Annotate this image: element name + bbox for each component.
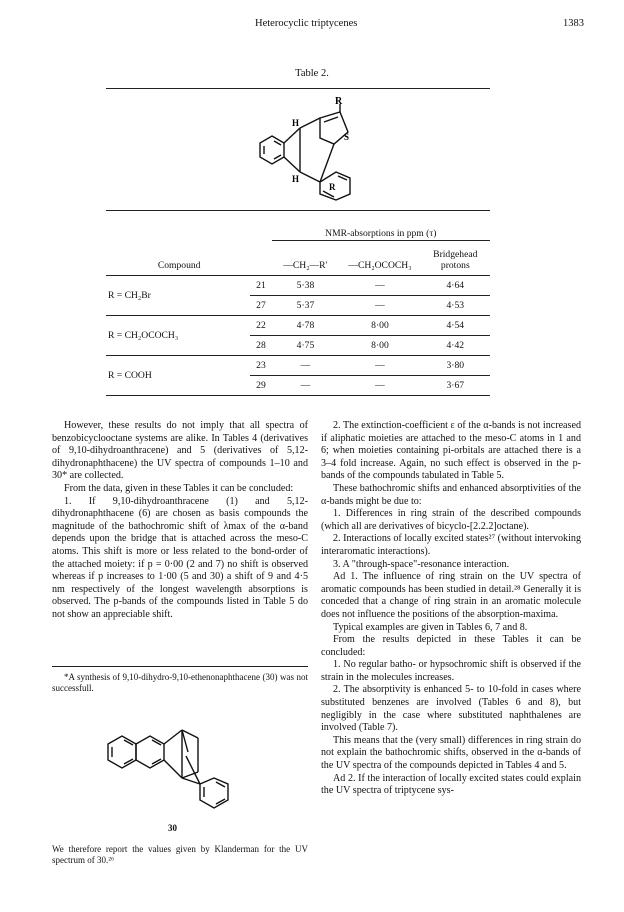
paragraph: 2. The absorptivity is enhanced 5- to 10-fold in cases where substituted benzenes are involved (Tables 6 and 8), but negligibly in the case where substituted naphthalenes are involved (Table 7). [321, 684, 581, 734]
cell-ch2oco: 8·00 [339, 336, 420, 356]
cell-bridgehead: 3·80 [421, 356, 490, 376]
col-ch2ococh3: —CH₂OCOCH₃ [339, 241, 420, 276]
cell-ch2r: 4·78 [272, 316, 340, 336]
running-title: Heterocyclic triptycenes [255, 18, 358, 29]
nmr-group-header: NMR-absorptions in ppm (τ) [272, 226, 490, 241]
label-h-top: H [292, 118, 300, 128]
cell-ch2oco: — [339, 296, 420, 316]
paragraph: From the results depicted in these Tables it can be concluded: [321, 634, 581, 658]
label-r-ring: R [329, 182, 336, 192]
group-label: R = CH₂OCOCH₃ [106, 316, 250, 356]
cell-bridgehead: 4·53 [421, 296, 490, 316]
right-column [321, 420, 581, 798]
paragraph: 2. Interactions of locally excited states²⁷ (without intervoking interaromatic interactions). [321, 533, 581, 557]
col-ch2r: —CH₂—R′ [272, 241, 340, 276]
compound-number: 28 [250, 336, 271, 356]
cell-bridgehead: 3·67 [421, 376, 490, 396]
cell-ch2oco: — [339, 276, 420, 296]
paragraph: This means that the (very small) differences in ring strain do not explain the bathochromic shifts, observed in the α-bands of the UV spectra of the compounds depicted in Tables 4 and 5. [321, 734, 581, 772]
label-h-bottom: H [292, 174, 300, 184]
footnote-text: *A synthesis of 9,10-dihydro-9,10-ethenonaphthacene (30) was not successfull. [52, 672, 308, 693]
paragraph: Typical examples are given in Tables 6, 7 and 8. [333, 621, 528, 633]
col-bridgehead-line1: Bridgehead [433, 249, 478, 260]
table-column-header-row [106, 241, 490, 276]
table-caption: Table 2. [295, 68, 329, 79]
compound-number: 23 [250, 356, 271, 376]
footnote [52, 672, 308, 694]
compound-30-label: 30 [168, 823, 177, 833]
paragraph: These bathochromic shifts and enhanced absorptivities of the α-bands might be due to: [321, 482, 581, 507]
nmr-table [106, 226, 490, 396]
label-s: S [344, 132, 350, 142]
page-number: 1383 [563, 18, 584, 29]
compound-number: 29 [250, 376, 271, 396]
paragraph: 1. Differences in ring strain of the described compounds (which all are derivatives of bicyclo-[2.2.2]octane). [321, 508, 581, 532]
group-label: R = COOH [106, 356, 250, 396]
cell-ch2oco: — [339, 376, 420, 396]
paragraph: From the data, given in these Tables it can be concluded: [64, 482, 294, 494]
table-row [106, 356, 490, 376]
col-bridgehead [421, 241, 490, 276]
closing-text [52, 844, 308, 866]
group-label: R = CH₂Br [106, 276, 250, 316]
table-group-header-row [106, 226, 490, 241]
compound-number: 21 [250, 276, 271, 296]
cell-ch2oco: — [339, 356, 420, 376]
compound-30-structure [86, 716, 266, 820]
cell-ch2r: — [272, 376, 340, 396]
cell-bridgehead: 4·64 [421, 276, 490, 296]
col-compound: Compound [106, 241, 250, 276]
col-bridgehead-line2: protons [440, 260, 470, 271]
paragraph: We therefore report the values given by Klanderman for the UV spectrum of 30.²⁶ [52, 844, 308, 865]
paragraph: 1. No regular batho- or hypsochromic shift is observed if the strain in the molecules increases. [321, 659, 581, 683]
cell-ch2oco: 8·00 [339, 316, 420, 336]
triptycene-thiophene-structure [236, 96, 386, 208]
cell-ch2r: — [272, 356, 340, 376]
table-row [106, 316, 490, 336]
paragraph: Ad 2. If the interaction of locally excited states could explain the UV spectra of triptycene sys- [321, 772, 581, 797]
paragraph: 2. The extinction-coefficient ε of the α-bands is not increased if aliphatic moieties are attached to the meso-C atoms in 1 and 6; when moieties containing pi-orbitals are attached there is a 3–4 fold increase. Again, no such effect is observed in the p-bands of the compounds tabulated in Table 5. [321, 420, 581, 482]
paragraph: 3. A "through-space"-resonance interaction. [333, 558, 510, 570]
compound-number: 22 [250, 316, 271, 336]
compound-number: 27 [250, 296, 271, 316]
running-header [0, 18, 624, 34]
paragraph: Ad 1. The influence of ring strain on the UV spectra of aromatic compounds has been studied in detail.²⁸ Generally it is conceded that a change of ring strain in an aromatic molecule does not influence the positions of the absorption-maxima. [321, 571, 581, 620]
cell-ch2r: 4·75 [272, 336, 340, 356]
cell-ch2r: 5·38 [272, 276, 340, 296]
table-row [106, 276, 490, 296]
footnote-rule [52, 666, 308, 667]
paragraph: However, these results do not imply that all spectra of benzobicyclooctane systems are alike. In Tables 4 (derivatives of 9,10-dihydroanthracene) and 5 (derivatives of 5,12-dihydronaphthacene) the UV spectra of compounds 1–10 and 30* are collected. [52, 420, 308, 482]
cell-bridgehead: 4·42 [421, 336, 490, 356]
paragraph: 1. If 9,10-dihydroanthracene (1) and 5,12-dihydronaphthacene (6) are chosen as basis compounds the magnitude of the bathochromic shift of λmax of the α-band depends upon the bridge that is attached across the meso-C atoms. This shift is more or less related to the bond-order of the attached moiety: if p = 0·00 (2 and 7) no shift is observed whereas if p increases to 1·00 (5 and 30) a shift of 9 and 4·5 nm respectively of the longest wavelength absorptions is observed. The p-bands of the compounds listed in Table 5 do not show an appreciable shift. [52, 495, 308, 620]
label-r-top: R [335, 96, 343, 107]
left-column [52, 420, 308, 622]
cell-ch2r: 5·37 [272, 296, 340, 316]
cell-bridgehead: 4·54 [421, 316, 490, 336]
table-mid-rule [106, 210, 490, 211]
table-top-rule [106, 88, 490, 89]
